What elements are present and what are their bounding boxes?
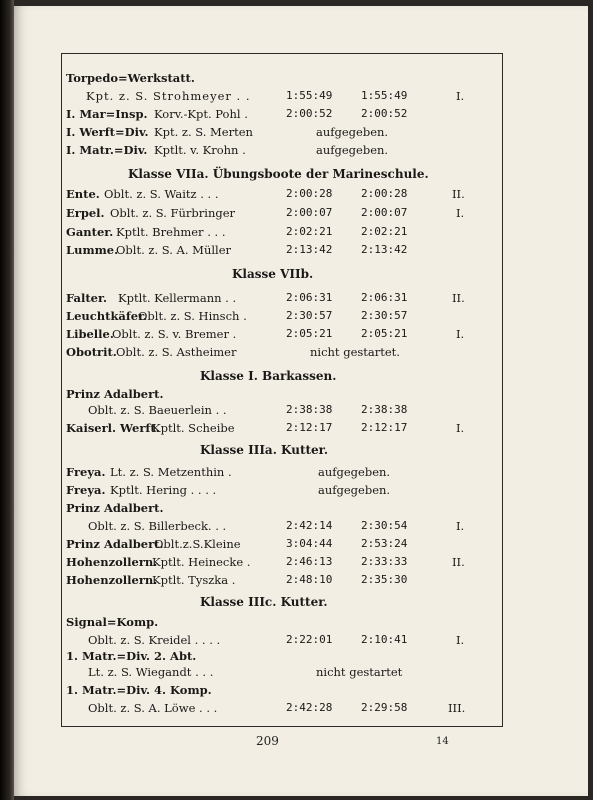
table-row	[0, 366, 593, 386]
table-row	[0, 288, 593, 308]
table-row	[0, 534, 593, 554]
entry-cell: III.	[448, 701, 466, 715]
entry-name: Leuchtkäfer.	[66, 309, 148, 323]
entry-cell: Oblt. z. S. Kreidel . . . .	[88, 633, 221, 647]
entry-cell: 2:30:54	[361, 519, 408, 532]
table-row	[0, 662, 593, 682]
entry-name: Falter.	[66, 291, 107, 305]
entry-name: Kaiserl. Werft.	[66, 421, 160, 435]
entry-name: Prinz Adalbert.	[66, 501, 164, 515]
entry-cell: Oblt. z. S. v. Bremer .	[112, 327, 237, 341]
entry-cell: Oblt. z. S. A. Müller	[116, 243, 232, 257]
entry-name: Freya.	[66, 465, 106, 479]
entry-name: Obotrit.	[66, 345, 117, 359]
entry-cell: aufgegeben.	[318, 483, 391, 497]
entry-cell: Oblt. z. S. Fürbringer	[110, 206, 236, 220]
entry-cell: aufgegeben.	[318, 465, 391, 479]
entry-cell: 2:29:58	[361, 701, 408, 714]
entry-cell: 3:04:44	[286, 537, 333, 550]
entry-name: I. Mar=Insp.	[66, 107, 148, 121]
table-row	[0, 440, 593, 460]
entry-cell: I.	[456, 633, 465, 647]
entry-cell: Kptlt. Brehmer . . .	[116, 225, 226, 239]
table-row	[0, 264, 593, 284]
section-heading: Klasse VIIa. Übungsboote der Marineschule.	[128, 167, 429, 181]
entry-cell: 2:06:31	[361, 291, 408, 304]
entry-cell: 2:00:52	[361, 107, 408, 120]
entry-cell: Lt. z. S. Wiegandt . . .	[88, 665, 214, 679]
entry-cell: II.	[452, 555, 465, 569]
entry-cell: Kptlt. Scheibe	[152, 421, 235, 435]
entry-cell: Kpt. z. S. Strohmeyer . .	[86, 89, 251, 103]
entry-name: Libelle.	[66, 327, 114, 341]
entry-cell: I.	[456, 206, 465, 220]
table-row	[0, 698, 593, 718]
table-row	[0, 68, 593, 88]
entry-cell: I.	[456, 89, 465, 103]
entry-cell: Oblt. z. S. Baeuerlein . .	[88, 403, 227, 417]
table-row	[0, 612, 593, 632]
entry-cell: I.	[456, 519, 465, 533]
entry-cell: nicht gestartet.	[310, 345, 400, 359]
entry-cell: 2:00:07	[286, 206, 333, 219]
table-row	[0, 222, 593, 242]
entry-cell: 1:55:49	[361, 89, 408, 102]
section-heading: Klasse IIIc. Kutter.	[200, 595, 328, 609]
table-row	[0, 306, 593, 326]
entry-cell: 2:10:41	[361, 633, 408, 646]
table-row	[0, 592, 593, 612]
entry-cell: II.	[452, 187, 465, 201]
entry-cell: 2:05:21	[361, 327, 408, 340]
entry-cell: 2:46:13	[286, 555, 333, 568]
table-row	[0, 240, 593, 260]
entry-cell: 2:38:38	[361, 403, 408, 416]
entry-name: Hohenzollern.	[66, 573, 158, 587]
entry-cell: 2:22:01	[286, 633, 333, 646]
table-row	[0, 104, 593, 124]
entry-cell: 2:33:33	[361, 555, 408, 568]
entry-cell: Oblt.z.S.Kleine	[154, 537, 241, 551]
table-row	[0, 516, 593, 536]
table-row	[0, 418, 593, 438]
entry-cell: 2:38:38	[286, 403, 333, 416]
entry-name: I. Werft=Div.	[66, 125, 149, 139]
entry-cell: 2:13:42	[361, 243, 408, 256]
entry-name: Ente.	[66, 187, 100, 201]
entry-cell: 2:53:24	[361, 537, 408, 550]
entry-name: 1. Matr.=Div. 2. Abt.	[66, 649, 197, 663]
entry-name: Hohenzollern.	[66, 555, 158, 569]
entry-name: Lumme.	[66, 243, 119, 257]
entry-cell: 2:06:31	[286, 291, 333, 304]
entry-name: Prinz Adalbert.	[66, 537, 164, 551]
entry-cell: 2:13:42	[286, 243, 333, 256]
entry-cell: 2:00:28	[286, 187, 333, 200]
table-row	[0, 480, 593, 500]
entry-cell: aufgegeben.	[316, 143, 389, 157]
entry-cell: Kptlt. Tyszka .	[152, 573, 236, 587]
table-row	[0, 462, 593, 482]
entry-cell: 2:30:57	[361, 309, 408, 322]
table-row	[0, 324, 593, 344]
section-heading: Klasse IIIa. Kutter.	[200, 443, 329, 457]
entry-cell: I.	[456, 327, 465, 341]
table-row	[0, 400, 593, 420]
entry-cell: nicht gestartet	[316, 665, 403, 679]
entry-name: I. Matr.=Div.	[66, 143, 148, 157]
entry-name: Prinz Adalbert.	[66, 387, 164, 401]
entry-cell: 2:12:17	[286, 421, 333, 434]
entry-name: Torpedo=Werkstatt.	[66, 71, 195, 85]
entry-name: 1. Matr.=Div. 4. Komp.	[66, 683, 212, 697]
entry-cell: II.	[452, 291, 465, 305]
entry-cell: 2:35:30	[361, 573, 408, 586]
table-row	[0, 86, 593, 106]
entry-cell: Oblt. z. S. Hinsch .	[138, 309, 247, 323]
entry-cell: 2:02:21	[286, 225, 333, 238]
entry-cell: 2:30:57	[286, 309, 333, 322]
entry-cell: 2:00:28	[361, 187, 408, 200]
table-row	[0, 164, 593, 184]
entry-cell: Kpt. z. S. Merten	[154, 125, 253, 139]
entry-name: Ganter.	[66, 225, 114, 239]
entry-cell: aufgegeben.	[316, 125, 389, 139]
entry-name: Erpel.	[66, 206, 105, 220]
entry-cell: Oblt. z. S. A. Löwe . . .	[88, 701, 218, 715]
entry-cell: 2:42:14	[286, 519, 333, 532]
entry-cell: Kptlt. Heinecke .	[152, 555, 251, 569]
entry-cell: 2:42:28	[286, 701, 333, 714]
entry-cell: Oblt. z. S. Astheimer	[116, 345, 237, 359]
entry-cell: Oblt. z. S. Billerbeck. . .	[88, 519, 227, 533]
entry-cell: 2:48:10	[286, 573, 333, 586]
entry-cell: 2:05:21	[286, 327, 333, 340]
page-number: 209	[256, 734, 279, 748]
entry-cell: Kptlt. Hering . . . .	[110, 483, 217, 497]
section-heading: Klasse VIIb.	[232, 267, 314, 281]
table-row	[0, 140, 593, 160]
entry-name: Freya.	[66, 483, 106, 497]
table-row	[0, 342, 593, 362]
entry-cell: 2:12:17	[361, 421, 408, 434]
entry-cell: Kptlt. Kellermann . .	[118, 291, 237, 305]
entry-cell: 2:00:52	[286, 107, 333, 120]
entry-cell: 2:02:21	[361, 225, 408, 238]
entry-cell: Korv.-Kpt. Pohl .	[154, 107, 248, 121]
entry-cell: Oblt. z. S. Waitz . . .	[104, 187, 219, 201]
entry-cell: 1:55:49	[286, 89, 333, 102]
table-row	[0, 680, 593, 700]
entry-cell: I.	[456, 421, 465, 435]
table-row	[0, 203, 593, 223]
table-row	[0, 570, 593, 590]
table-row	[0, 498, 593, 518]
section-heading: Klasse I. Barkassen.	[200, 369, 337, 383]
table-row	[0, 184, 593, 204]
table-row	[0, 552, 593, 572]
entry-cell: Lt. z. S. Metzenthin .	[110, 465, 232, 479]
entry-name: Signal=Komp.	[66, 615, 159, 629]
signature-mark: 14	[436, 736, 449, 747]
entry-cell: 2:00:07	[361, 206, 408, 219]
table-row	[0, 122, 593, 142]
entry-cell: Kptlt. v. Krohn .	[154, 143, 246, 157]
